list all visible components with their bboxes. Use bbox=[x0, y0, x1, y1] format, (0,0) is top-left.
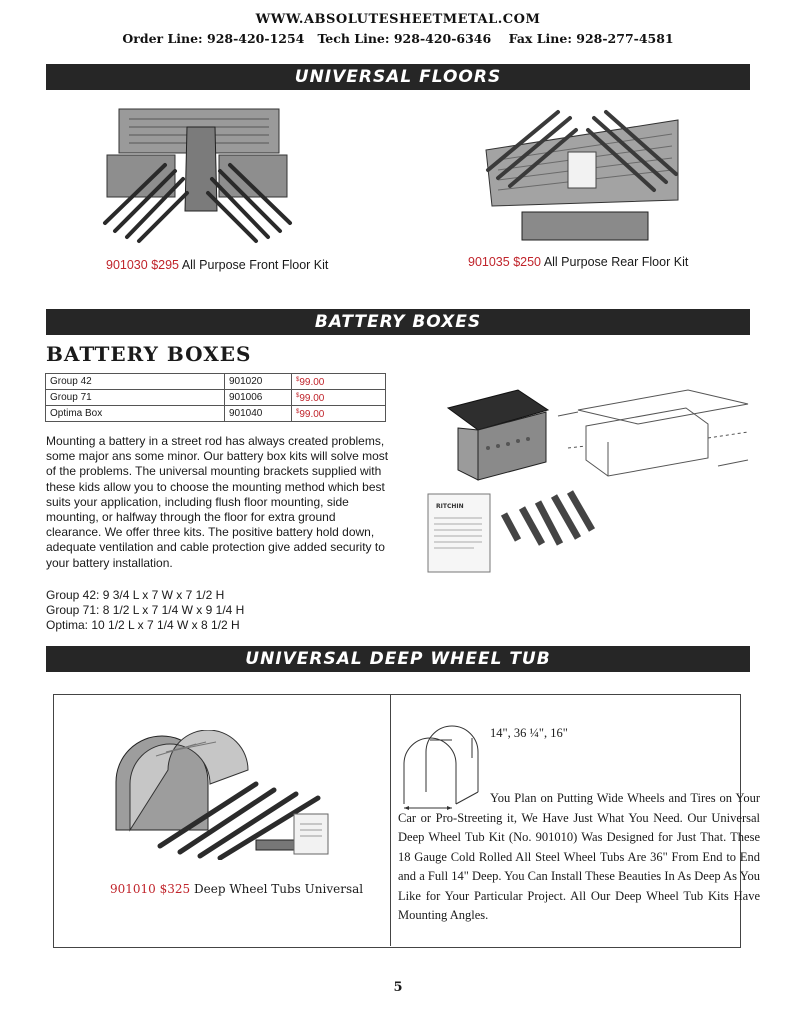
tub-dimensions-label: 14", 36 ¼", 16" bbox=[490, 726, 568, 740]
battery-dimensions bbox=[46, 588, 244, 633]
battery-part: 901040 bbox=[225, 406, 292, 422]
contact-lines bbox=[0, 31, 796, 46]
rear-floor-caption bbox=[468, 255, 688, 269]
dim-line: Optima: 10 1/2 L x 7 1/4 W x 8 1/2 H bbox=[46, 618, 240, 632]
booklet-title: RITCHIN bbox=[436, 503, 464, 510]
table-row bbox=[46, 406, 386, 422]
price-sup: $ bbox=[296, 377, 300, 383]
fax-line: Fax Line: 928-277-4581 bbox=[508, 31, 674, 46]
battery-name: Group 71 bbox=[46, 390, 225, 406]
battery-part: 901006 bbox=[225, 390, 292, 406]
battery-price bbox=[292, 390, 386, 406]
battery-price-table bbox=[45, 373, 386, 422]
tech-line: Tech Line: 928-420-6346 bbox=[317, 31, 492, 46]
battery-price bbox=[292, 406, 386, 422]
order-line: Order Line: 928-420-1254 bbox=[122, 31, 305, 46]
dim-line: Group 71: 8 1/2 L x 7 1/4 W x 9 1/4 H bbox=[46, 603, 245, 617]
tub-body: You Plan on Putting Wide Wheels and Tires on Your Car or Pro-Streeting it, We Have Just What You Need. Our Universal Deep Wheel Tub Kit (No. 901010) Was Designed for Just That. These 18 Gauge Cold Rolled All Steel Wheel Tubs Are 36" From End to End and a Full 14" Deep. You Can Install These Beauties In As Deep As You Like for Your Particular Project. All Our Deep Wheel Tub Kits Have Mounting Angles. bbox=[398, 791, 760, 922]
page-number: 5 bbox=[393, 980, 403, 995]
tub-description bbox=[398, 789, 760, 926]
tub-panel-divider bbox=[390, 694, 391, 946]
tubs-banner: UNIVERSAL DEEP WHEEL TUB bbox=[46, 646, 750, 672]
battery-name: Optima Box bbox=[46, 406, 225, 422]
front-floor-kit-photo bbox=[95, 103, 300, 248]
front-floor-price: $295 bbox=[151, 258, 180, 272]
table-row bbox=[46, 374, 386, 390]
price-sup: $ bbox=[296, 409, 300, 415]
front-floor-part: 901030 bbox=[106, 258, 148, 272]
battery-heading: BATTERY BOXES bbox=[46, 342, 252, 366]
price-value: 99.00 bbox=[299, 377, 325, 388]
battery-box-photo bbox=[418, 368, 758, 580]
floors-banner: UNIVERSAL FLOORS bbox=[46, 64, 750, 90]
rear-floor-price: $250 bbox=[513, 255, 542, 269]
battery-price bbox=[292, 374, 386, 390]
rear-floor-part: 901035 bbox=[468, 255, 510, 269]
price-value: 99.00 bbox=[299, 393, 325, 404]
table-row bbox=[46, 390, 386, 406]
front-floor-caption bbox=[106, 258, 328, 272]
price-value: 99.00 bbox=[299, 409, 325, 420]
dim-line: Group 42: 9 3/4 L x 7 W x 7 1/2 H bbox=[46, 588, 225, 602]
battery-banner: BATTERY BOXES bbox=[46, 309, 750, 335]
rear-floor-kit-photo bbox=[478, 108, 686, 248]
battery-name: Group 42 bbox=[46, 374, 225, 390]
front-floor-desc: All Purpose Front Floor Kit bbox=[181, 258, 329, 272]
website-url: WWW.ABSOLUTESHEETMETAL.COM bbox=[255, 12, 541, 27]
rear-floor-desc: All Purpose Rear Floor Kit bbox=[543, 255, 689, 269]
battery-description: Mounting a battery in a street rod has always created problems, some major ans some minor. Our battery box kits will solve most of the problems. The universal mounting brackets supplied with these kids allow you to choose the mounting method which best suits your application, including flush floor mounting, side mounting, or halfway through the floor for extra ground clearance. We offer three kits. The positive battery hold down, adequate ventilation and cable protection give added security to your battery installation. bbox=[46, 434, 389, 570]
wheel-tub-photo bbox=[96, 730, 352, 860]
tub-price: $325 bbox=[159, 882, 191, 896]
tub-part: 901010 bbox=[110, 882, 156, 896]
tub-caption bbox=[110, 882, 363, 896]
battery-part: 901020 bbox=[225, 374, 292, 390]
tub-desc: Deep Wheel Tubs Universal bbox=[194, 882, 364, 896]
price-sup: $ bbox=[296, 393, 300, 399]
